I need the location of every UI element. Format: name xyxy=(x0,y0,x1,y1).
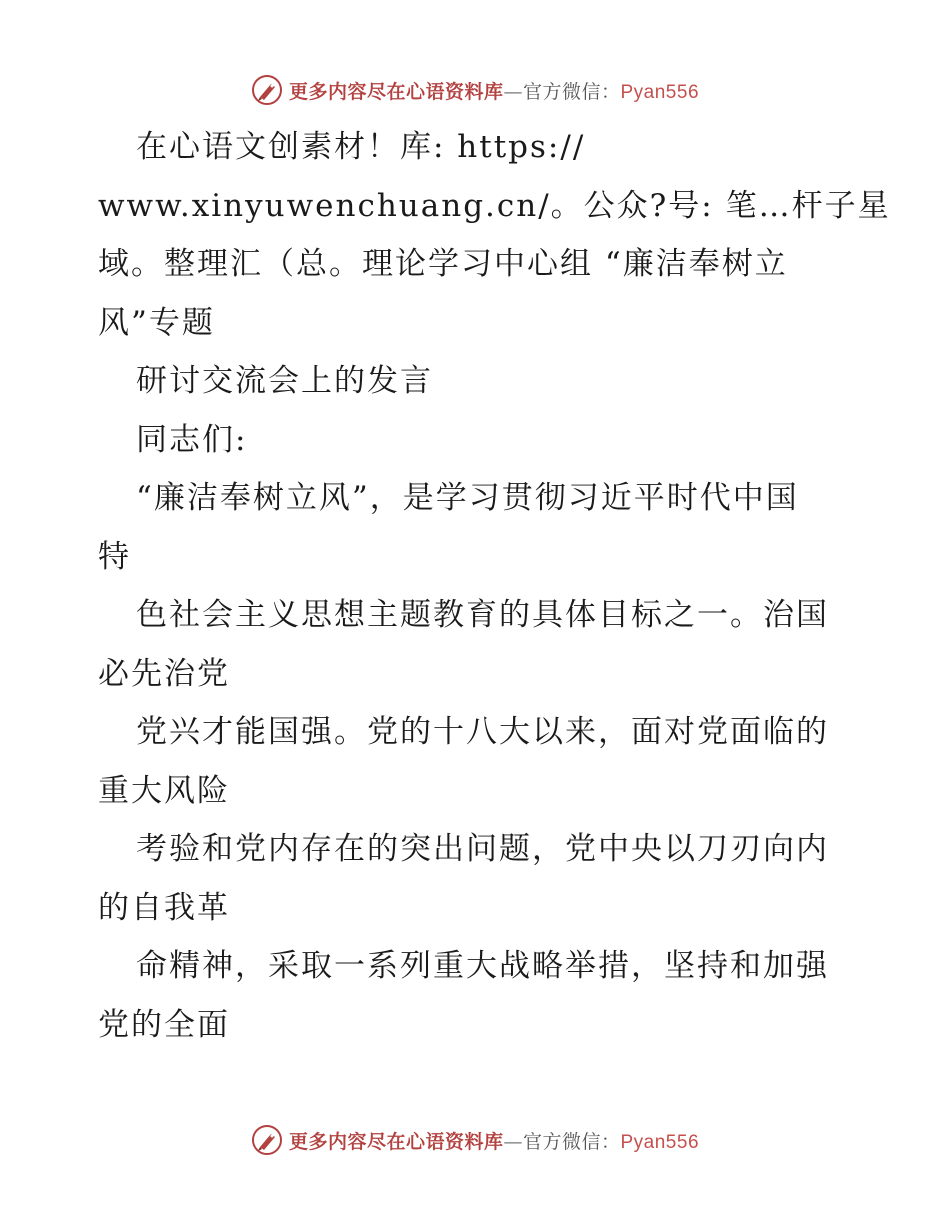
body-line: 必先治党 xyxy=(98,655,230,692)
footer-banner-dash: — xyxy=(503,1130,523,1153)
footer-banner-text xyxy=(289,1127,699,1154)
body-line: 党兴才能国强。党的十八大以来，面对党面临的 xyxy=(136,714,829,750)
body-line: “廉洁奉树立风”，是学习贯彻习近平时代中国 xyxy=(136,480,799,516)
body-line: 风”专题 xyxy=(98,304,215,341)
header-banner-text xyxy=(289,77,699,104)
header-banner-lead: 更多内容尽在心语资料库 xyxy=(288,80,504,103)
footer-banner-wx-id: Pyan556 xyxy=(620,1131,700,1153)
body-line: 同志们: xyxy=(136,421,248,458)
body-line: 域。整理汇（总。理论学习中心组 “廉洁奉树立 xyxy=(98,246,788,282)
header-banner-dash: — xyxy=(503,80,523,103)
body-line: 党的全面 xyxy=(98,1006,230,1043)
body-line: 考验和党内存在的突出问题，党中央以刀刃向内 xyxy=(136,831,829,867)
body-line: 的自我革 xyxy=(98,889,230,926)
pen-nib-logo-icon xyxy=(251,1124,283,1156)
body-line: www.xinyuwenchuang.cn/。公众?号: 笔…杆子星 xyxy=(98,187,891,224)
header-banner-wx-id: Pyan556 xyxy=(620,81,700,103)
body-line: 研讨交流会上的发言 xyxy=(136,363,433,399)
body-line: 重大风险 xyxy=(98,772,230,809)
body-line: 色社会主义思想主题教育的具体目标之一。治国 xyxy=(136,597,829,633)
body-line: 特 xyxy=(98,538,131,575)
body-line: 在心语文创素材！库: https:// xyxy=(136,129,586,165)
footer-banner-lead: 更多内容尽在心语资料库 xyxy=(288,1130,504,1153)
document-body xyxy=(98,118,891,1054)
body-line: 命精神，采取一系列重大战略举措，坚持和加强 xyxy=(136,948,829,984)
pen-nib-logo-icon xyxy=(251,74,283,106)
footer-banner xyxy=(0,1120,950,1160)
header-banner xyxy=(0,70,950,110)
header-banner-wx-label: 官方微信： xyxy=(522,80,621,103)
footer-banner-wx-label: 官方微信： xyxy=(522,1130,621,1153)
